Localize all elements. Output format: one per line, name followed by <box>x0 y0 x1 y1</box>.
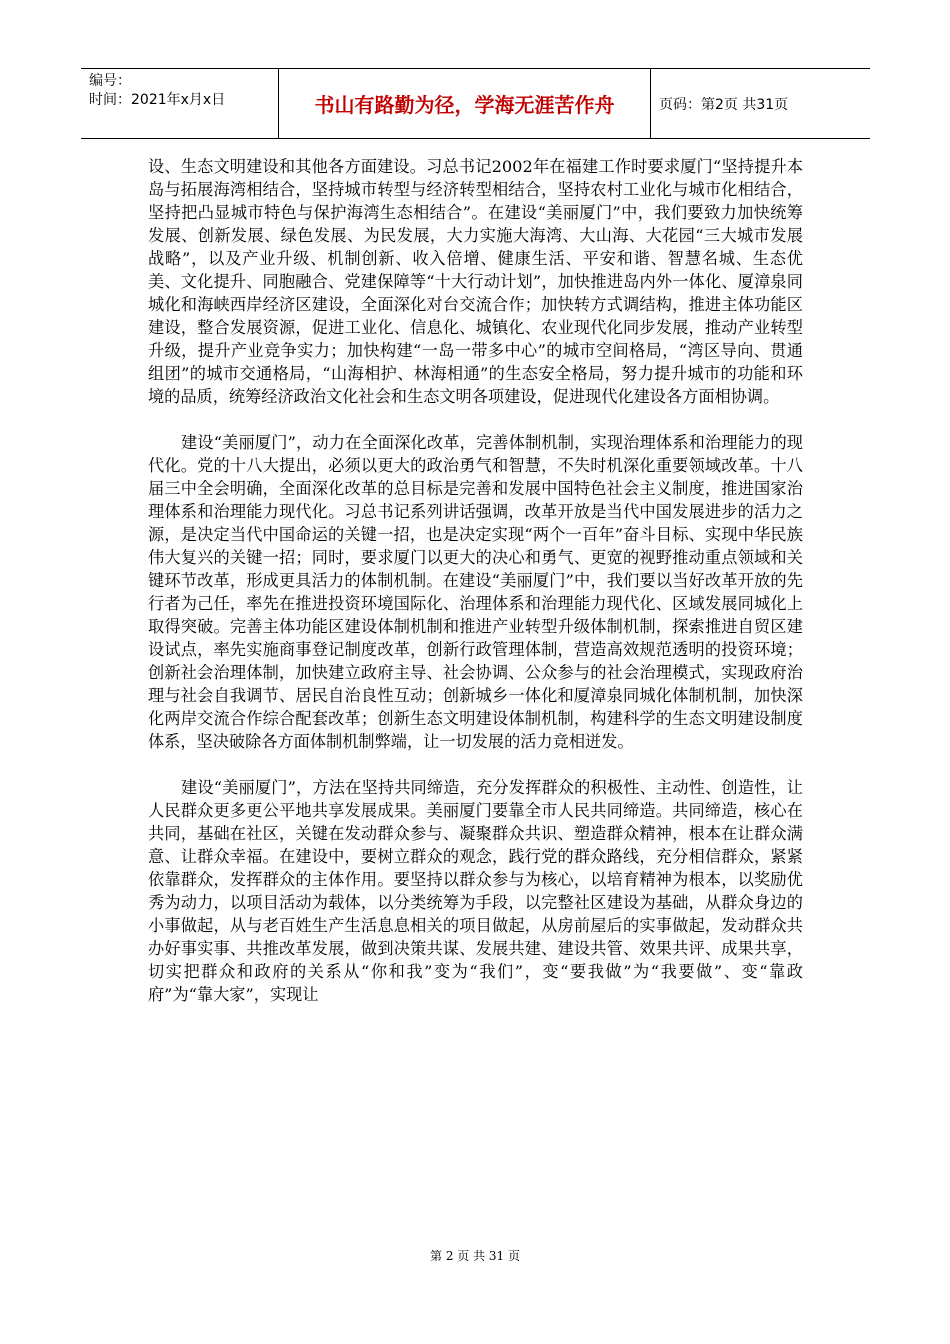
document-time-label: 时间：2021年x月x日 <box>89 92 226 108</box>
paragraph-2: 建设“美丽厦门”，动力在全面深化改革，完善体制机制，实现治理体系和治理能力的现代化。党的十八大提出，必须以更大的政治勇气和智慧，不失时机深化重要领域改革。十八届三中全会明确，全面深化改革的总目标是完善和发展中国特色社会主义制度，推进国家治理体系和治理能力现代化。习总书记系列讲话强调，改革开放是当代中国发展进步的活力之源，是决定当代中国命运的关键一招，也是决定实现“两个一百年”奋斗目标、实现中华民族伟大复兴的关键一招；同时，要求厦门以更大的决心和勇气、更宽的视野推动重点领域和关键环节改革，形成更具活力的体制机制。在建设“美丽厦门”中，我们要以当好改革开放的先行者为己任，率先在推进投资环境国际化、治理体系和治理能力现代化、区域发展同城化上取得突破。完善主体功能区建设体制机制和推进产业转型升级体制机制，探索推进自贸区建设试点，率先实施商事登记制度改革，创新行政管理体制，营造高效规范透明的投资环境；创新社会治理体制，加快建立政府主导、社会协调、公众参与的社会治理模式，实现政府治理与社会自我调节、居民自治良性互动；创新城乡一体化和厦漳泉同城化体制机制，加快深化两岸交流合作综合配套改革；创新生态文明建设体制机制，构建科学的生态文明建设制度体系，坚决破除各方面体制机制弊端，让一切发展的活力竞相迸发。 <box>148 433 803 751</box>
document-body <box>148 155 803 1006</box>
header-page-info: 页码：第2页 共31页 <box>659 96 789 113</box>
paragraph-gap <box>148 408 803 431</box>
paragraph-gap <box>148 753 803 776</box>
paragraph-1: 设、生态文明建设和其他各方面建设。习总书记2002年在福建工作时要求厦门“坚持提升本岛与拓展海湾相结合，坚持城市转型与经济转型相结合，坚持农村工业化与城市化相结合，坚持把凸显城市特色与保护海湾生态相结合”。在建设“美丽厦门”中，我们要致力加快统筹发展、创新发展、绿色发展、为民发展，大力实施大海湾、大山海、大花园“三大城市发展战略”，以及产业升级、机制创新、收入倍增、健康生活、平安和谐、智慧名城、生态优美、文化提升、同胞融合、党建保障等“十大行动计划”，加快推进岛内外一体化、厦漳泉同城化和海峡西岸经济区建设，全面深化对台交流合作；加快转方式调结构，推进主体功能区建设，整合发展资源，促进工业化、信息化、城镇化、农业现代化同步发展，推动产业转型升级，提升产业竞争实力；加快构建“一岛一带多中心”的城市空间格局，“湾区导向、贯通组团”的城市交通格局，“山海相护、林海相通”的生态安全格局，努力提升城市的功能和环境的品质，统筹经济政治文化社会和生态文明各项建设，促进现代化建设各方面相协调。 <box>148 157 803 406</box>
header-meta <box>81 69 279 138</box>
paragraph-3: 建设“美丽厦门”，方法在坚持共同缔造，充分发挥群众的积极性、主动性、创造性，让人民群众更多更公平地共享发展成果。美丽厦门要靠全市人民共同缔造。共同缔造，核心在共同，基础在社区，关键在发动群众参与、凝聚群众共识、塑造群众精神，根本在让群众满意、让群众幸福。在建设中，要树立群众的观念，践行党的群众路线，充分相信群众，紧紧依靠群众，发挥群众的主体作用。要坚持以群众参与为核心，以培育精神为根本，以奖励优秀为动力，以项目活动为载体，以分类统筹为手段，以完整社区建设为基础，从群众身边的小事做起，从与老百姓生产生活息息相关的项目做起，从房前屋后的实事做起，发动群众共办好事实事、共推改革发展，做到决策共谋、发展共建、建设共管、效果共评、成果共享，切实把群众和政府的关系从“你和我”变为“我们”，变“要我做”为“我要做”、变“靠政府”为“靠大家”，实现让 <box>148 778 803 1004</box>
page-footer: 第 2 页 共 31 页 <box>430 1249 520 1263</box>
header-motto: 书山有路勤为径，学海无涯苦作舟 <box>279 69 651 138</box>
document-number-label: 编号： <box>89 73 131 89</box>
page-header <box>81 68 870 139</box>
